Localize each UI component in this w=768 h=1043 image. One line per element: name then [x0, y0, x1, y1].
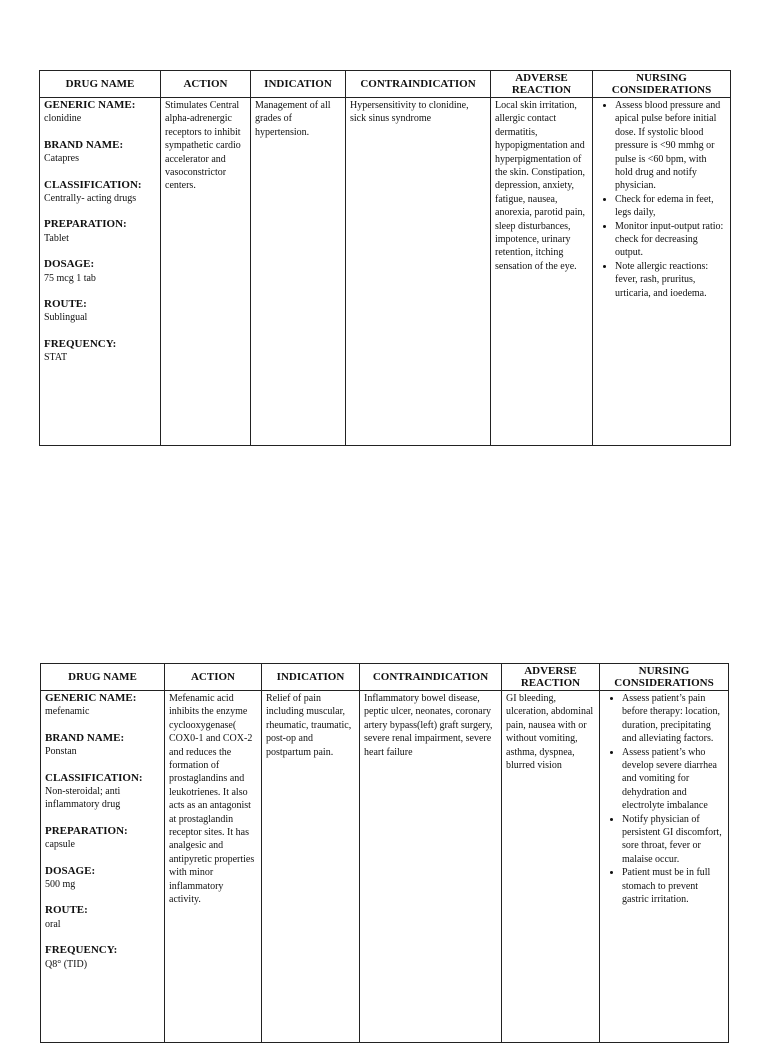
brand-name-value: Catapres [44, 153, 79, 165]
list-item: • Monitor input-output ratio: check for decreasing output. [615, 220, 726, 260]
header-drug-name: DRUG NAME [41, 664, 165, 691]
nursing-considerations-cell [600, 691, 729, 1043]
route-label: ROUTE: [45, 904, 88, 917]
route-value: oral [45, 918, 61, 930]
nursing-considerations-cell [593, 98, 731, 446]
classification-label: CLASSIFICATION: [44, 178, 142, 191]
route-value: Sublingual [44, 312, 88, 324]
indication-cell: Relief of pain including muscular, rheumatic, traumatic, post-op and postpartum pain. [262, 691, 360, 1043]
preparation-value: capsule [45, 839, 75, 851]
header-nursing-considerations: NURSING CONSIDERATIONS [600, 664, 729, 691]
list-item: • Patient must be in full stomach to prevent gastric irritation. [622, 866, 724, 906]
preparation-label: PREPARATION: [45, 824, 128, 837]
list-item: • Check for edema in feet, legs daily, [615, 193, 726, 220]
table-header-row [41, 664, 729, 691]
dosage-label: DOSAGE: [45, 864, 96, 877]
action-cell: Stimulates Central alpha-adrenergic receptors to inhibit sympathetic cardio accelerator and vasoconstrictor centers. [161, 98, 251, 446]
header-adverse-reaction: ADVERSE REACTION [502, 664, 600, 691]
preparation-value: Tablet [44, 232, 69, 244]
contraindication-cell: Inflammatory bowel disease, peptic ulcer, neonates, coronary artery bypass(left) graft surgery, severe renal impairment, severe heart failure [360, 691, 502, 1043]
header-adverse-reaction: ADVERSE REACTION [491, 71, 593, 98]
header-nursing-considerations: NURSING CONSIDERATIONS [593, 71, 731, 98]
drug-name-cell [41, 691, 165, 1043]
brand-name-label: BRAND NAME: [45, 731, 125, 744]
route-label: ROUTE: [44, 298, 87, 311]
adverse-reaction-cell: Local skin irritation, allergic contact dermatitis, hypopigmentation and hyperpigmentation of the skin. Constipation, depression, anxiety, fatigue, nausea, anorexia, parotid pain, sleep disturbances, impotence, urinary retention, itching sensation of the eye. [491, 98, 593, 446]
list-item: • Assess patient’s who develop severe diarrhea and vomiting for dehydration and electrolyte imbalance [622, 746, 724, 813]
header-contraindication: CONTRAINDICATION [360, 664, 502, 691]
nursing-list [604, 692, 724, 907]
frequency-label: FREQUENCY: [45, 944, 118, 957]
dosage-value: 500 mg [45, 879, 76, 891]
generic-name-label: GENERIC NAME: [44, 99, 136, 111]
classification-value: Centrally- acting drugs [44, 193, 137, 205]
frequency-label: FREQUENCY: [44, 337, 117, 350]
header-indication: INDICATION [262, 664, 360, 691]
header-contraindication: CONTRAINDICATION [346, 71, 491, 98]
drug-table-clonidine [39, 70, 731, 446]
generic-name-value: clonidine [44, 113, 82, 125]
header-action: ACTION [161, 71, 251, 98]
brand-name-label: BRAND NAME: [44, 138, 124, 151]
classification-label: CLASSIFICATION: [45, 771, 143, 784]
nursing-list [597, 99, 726, 300]
frequency-value: Q8° (TID) [45, 958, 88, 970]
contraindication-cell: Hypersensitivity to clonidine, sick sinus syndrome [346, 98, 491, 446]
list-item: • Assess blood pressure and apical pulse before initial dose. If systolic blood pressure is <90 mmhg or pulse is <60 bpm, with hold drug and notify physician. [615, 99, 726, 193]
indication-cell: Management of all grades of hypertension. [251, 98, 346, 446]
list-item: • Assess patient’s pain before therapy: location, duration, precipitating and alleviating factors. [622, 692, 724, 746]
table-row [40, 98, 731, 446]
action-cell: Mefenamic acid inhibits the enzyme cyclooxygenase( COX0-1 and COX-2 and reduces the formation of prostaglandins and leukotrienes. It also acts as an antagonist at prostaglandin receptor sites. It has analgesic and antipyretic properties with minor inflammatory activity. [165, 691, 262, 1043]
dosage-value: 75 mcg 1 tab [44, 272, 96, 284]
list-item: • Notify physician of persistent GI discomfort, sore throat, fever or malaise occur. [622, 813, 724, 867]
brand-name-value: Ponstan [45, 746, 77, 758]
preparation-label: PREPARATION: [44, 218, 127, 231]
table-row [41, 691, 729, 1043]
table-header-row [40, 71, 731, 98]
header-drug-name: DRUG NAME [40, 71, 161, 98]
header-indication: INDICATION [251, 71, 346, 98]
generic-name-value: mefenamic [45, 706, 90, 718]
adverse-reaction-cell: GI bleeding, ulceration, abdominal pain, nausea with or without vomiting, asthma, dyspnea, blurred vision [502, 691, 600, 1043]
header-action: ACTION [165, 664, 262, 691]
frequency-value: STAT [44, 352, 68, 364]
drug-table-mefenamic [40, 663, 729, 1043]
generic-name-label: GENERIC NAME: [45, 692, 137, 704]
drug-name-cell [40, 98, 161, 446]
classification-value: Non-steroidal; anti inflammatory drug [45, 786, 121, 811]
list-item: • Note allergic reactions: fever, rash, pruritus, urticaria, and ioedema. [615, 260, 726, 300]
dosage-label: DOSAGE: [44, 258, 95, 271]
